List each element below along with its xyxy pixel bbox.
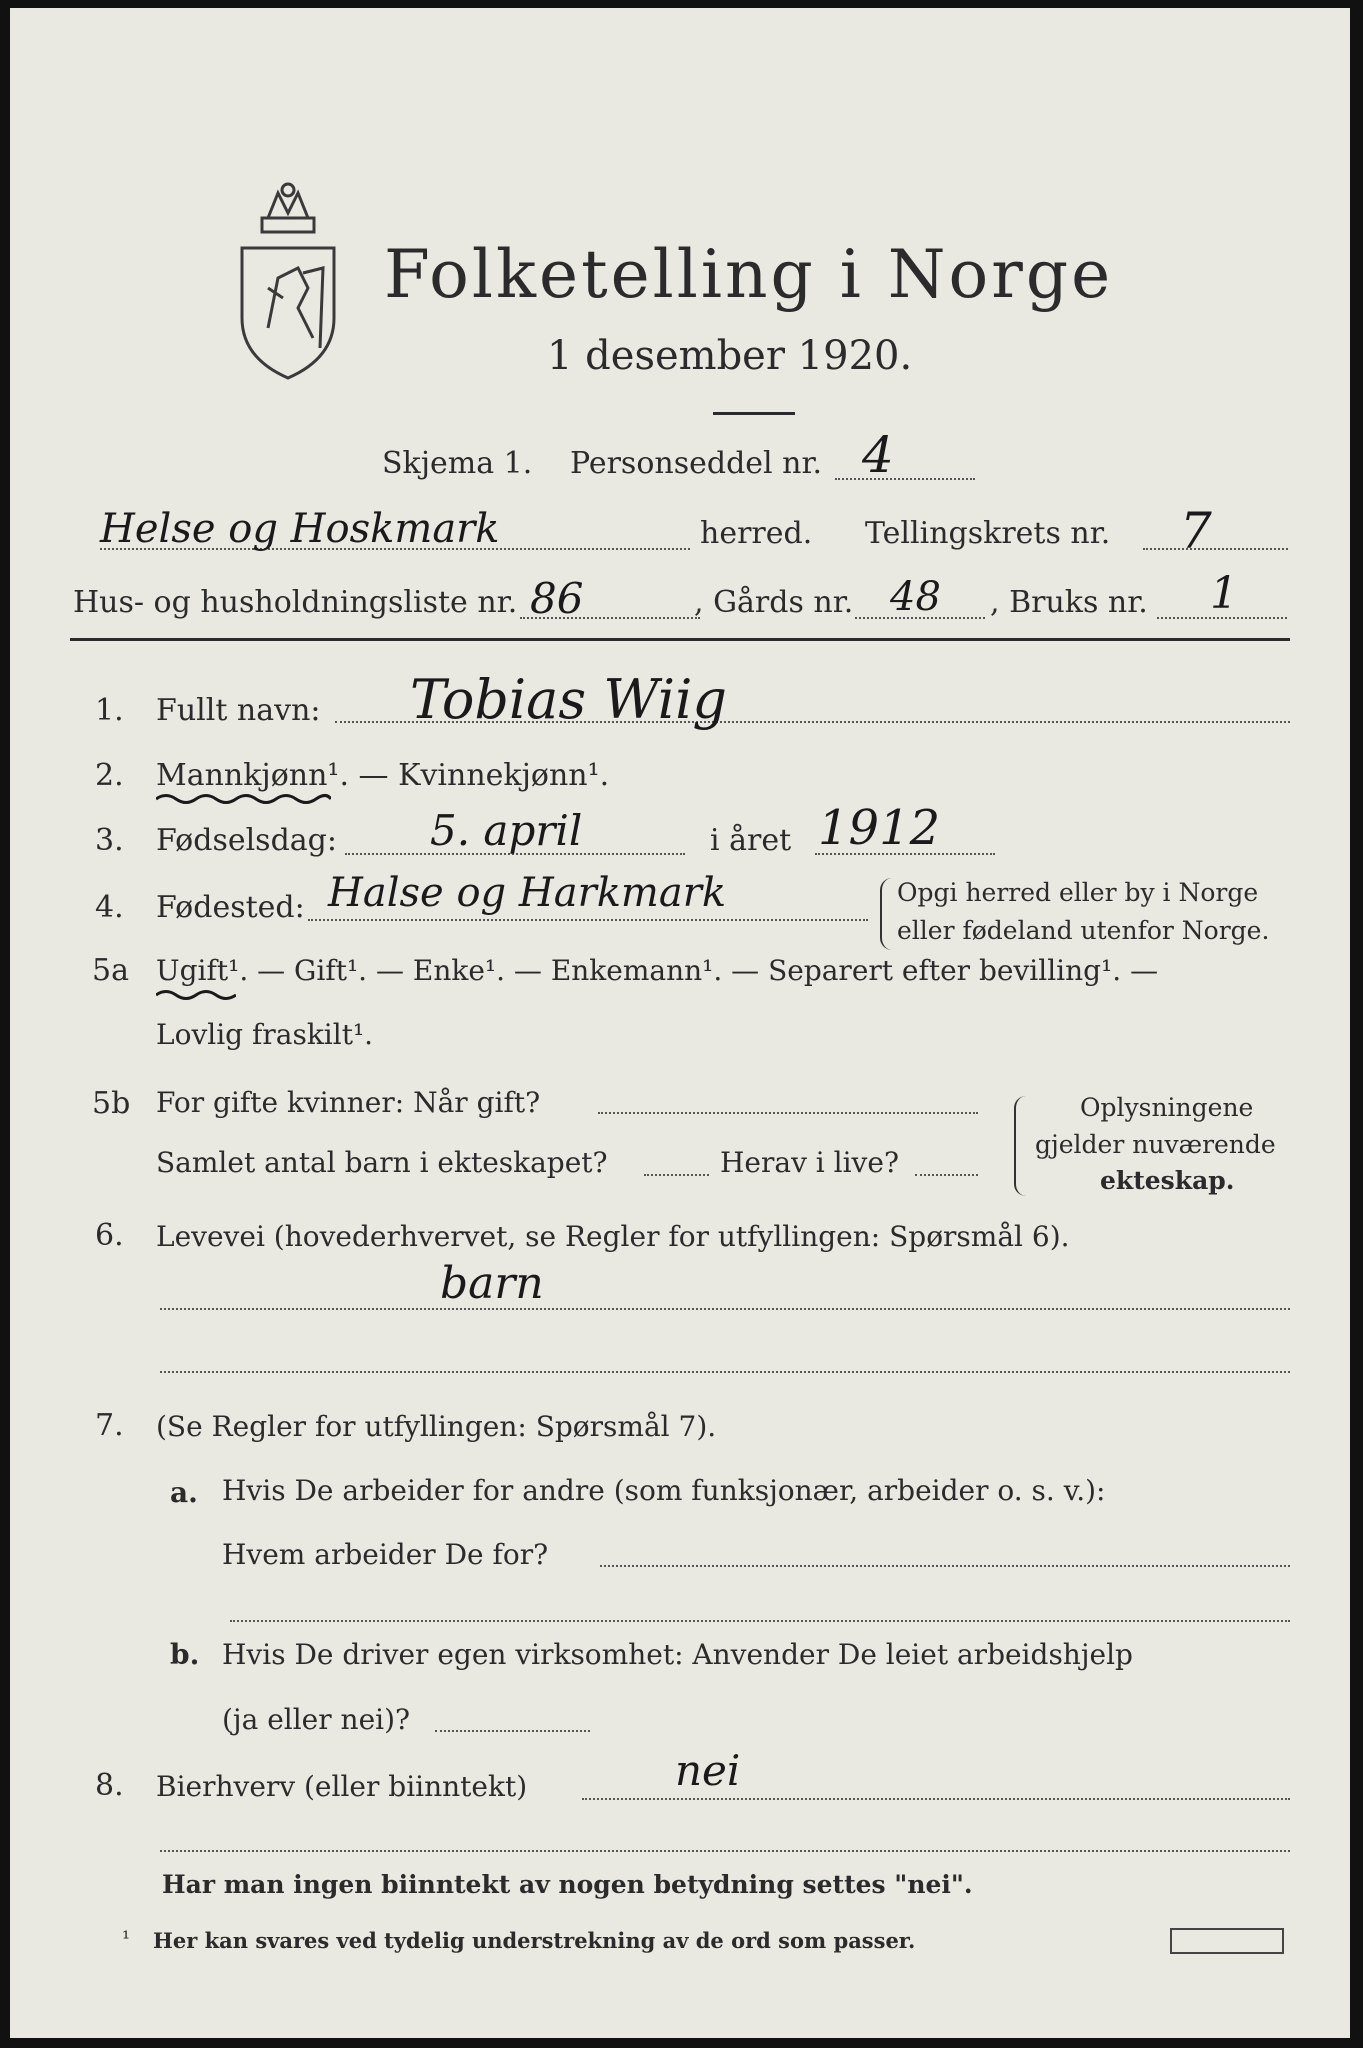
- q6-number: 6.: [95, 1218, 124, 1253]
- q2-number: 2.: [95, 758, 124, 793]
- form-title: Folketelling i Norge: [384, 236, 1114, 313]
- q2-underline-mark: [156, 792, 331, 806]
- q4-note-line1: Opgi herred eller by i Norge: [897, 878, 1259, 907]
- q8-line2: [160, 1850, 1290, 1852]
- gards-label: , Gårds nr.: [694, 585, 854, 620]
- bottom-note: Har man ingen biinntekt av nogen betydning settes "nei".: [162, 1870, 973, 1899]
- q1-number: 1.: [95, 693, 124, 728]
- q7-number: 7.: [95, 1408, 124, 1443]
- q7a-line1: Hvis De arbeider for andre (som funksjonær, arbeider o. s. v.):: [222, 1474, 1106, 1507]
- q5b-note-line2: gjelder nuværende: [1035, 1130, 1276, 1159]
- q6-value: barn: [440, 1258, 544, 1309]
- q7b-number: b.: [170, 1638, 200, 1671]
- q3-year-value: 1912: [818, 800, 941, 856]
- printer-stamp: [1170, 1928, 1284, 1954]
- q5b-children-line: [644, 1174, 709, 1176]
- q5b-line2a: Samlet antal barn i ekteskapet?: [156, 1146, 608, 1179]
- herred-value: Helse og Hoskmark: [100, 506, 500, 552]
- q5b-note-line3: ekteskap.: [1100, 1166, 1235, 1195]
- q7a-line2: Hvem arbeider De for?: [222, 1538, 549, 1571]
- q7b-answer-line: [435, 1730, 590, 1732]
- q7b-line1: Hvis De driver egen virksomhet: Anvender De leiet arbeidshjelp: [222, 1638, 1133, 1671]
- herred-label: herred.: [700, 516, 813, 551]
- q4-note-line2: eller fødeland utenfor Norge.: [897, 916, 1270, 945]
- q8-label: Bierhverv (eller biinntekt): [156, 1770, 528, 1803]
- q1-value: Tobias Wiig: [410, 668, 727, 731]
- bruks-value: 1: [1210, 568, 1238, 619]
- skjema-label: Skjema 1.: [382, 446, 533, 481]
- q5a-line1: Ugift¹. — Gift¹. — Enke¹. — Enkemann¹. — Separert efter bevilling¹. —: [156, 954, 1159, 987]
- q5b-brace: [1014, 1096, 1026, 1196]
- footnote-number: ¹: [122, 1926, 131, 1950]
- q5b-number: 5b: [92, 1086, 131, 1121]
- q2-label: Mannkjønn¹. — Kvinnekjønn¹.: [156, 758, 610, 793]
- title-divider: [713, 412, 795, 415]
- q4-brace: [880, 878, 892, 950]
- q5b-line1: For gifte kvinner: Når gift?: [156, 1086, 541, 1119]
- q5a-number: 5a: [92, 953, 129, 988]
- footnote: Her kan svares ved tydelig understrekning av de ord som passer.: [153, 1928, 916, 1953]
- q3-label: Fødselsdag:: [156, 823, 337, 858]
- q5a-line2: Lovlig fraskilt¹.: [156, 1018, 374, 1051]
- tellingskrets-line: [1143, 548, 1288, 550]
- q8-number: 8.: [95, 1768, 124, 1803]
- q6-line2: [160, 1371, 1290, 1373]
- q5b-note-line1: Oplysningene: [1080, 1093, 1254, 1122]
- q5b-when-line: [598, 1112, 978, 1114]
- q7a-answer-line1: [600, 1565, 1290, 1567]
- header-rule: [70, 638, 1290, 641]
- q4-number: 4.: [95, 890, 124, 925]
- personseddel-line: [835, 478, 975, 480]
- q4-value: Halse og Harkmark: [328, 870, 727, 916]
- hus-label: Hus- og husholdningsliste nr.: [73, 585, 518, 620]
- q3-year-label: i året: [710, 823, 792, 858]
- q6-line1: [160, 1308, 1290, 1310]
- q8-line1: [582, 1798, 1290, 1800]
- q5b-line2b: Herav i live?: [720, 1146, 899, 1179]
- q4-label: Fødested:: [156, 890, 305, 925]
- q7b-line2: (ja eller nei)?: [222, 1703, 411, 1736]
- bruks-label: , Bruks nr.: [990, 585, 1148, 620]
- q4-line: [308, 919, 868, 921]
- census-form: [10, 8, 1350, 2038]
- q3-day-value: 5. april: [430, 806, 583, 855]
- q7a-answer-line2: [230, 1620, 1290, 1622]
- q5b-alive-line: [915, 1174, 978, 1176]
- census-date: 1 desember 1920.: [547, 333, 913, 379]
- tellingskrets-value: 7: [1180, 502, 1212, 560]
- q8-value: nei: [675, 1746, 741, 1795]
- q7a-number: a.: [170, 1476, 198, 1509]
- hus-value: 86: [530, 574, 584, 623]
- personseddel-value: 4: [862, 426, 894, 484]
- q7-label: (Se Regler for utfyllingen: Spørsmål 7).: [156, 1410, 717, 1443]
- q6-label: Levevei (hovederhvervet, se Regler for utfyllingen: Spørsmål 6).: [156, 1220, 1070, 1253]
- coat-of-arms-icon: [228, 178, 348, 388]
- q3-number: 3.: [95, 823, 124, 858]
- gards-value: 48: [890, 574, 941, 620]
- personseddel-label: Personseddel nr.: [570, 446, 823, 481]
- tellingskrets-label: Tellingskrets nr.: [865, 516, 1111, 551]
- q1-label: Fullt navn:: [156, 693, 321, 728]
- q5a-underline-mark: [156, 988, 236, 1002]
